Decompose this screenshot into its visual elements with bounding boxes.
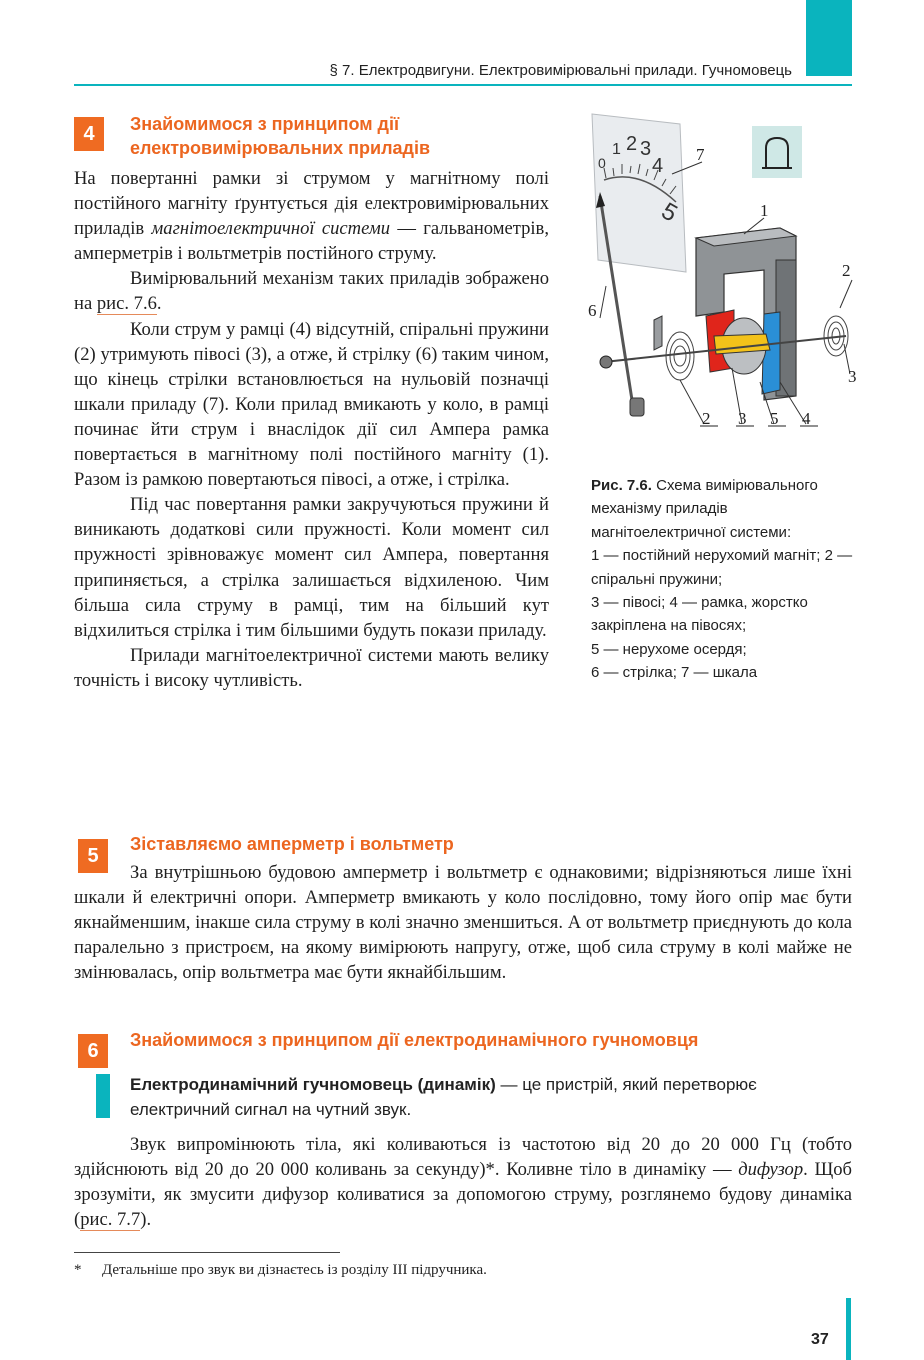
text-run: . [156,293,162,315]
scale-card [592,114,686,272]
text-run: Прилади магнітоелектричної системи мають велику точність і високу чутливість. [74,644,549,691]
callout-5: 5 [770,409,779,428]
text-run: Під час повертання рамки закручуються пружини й виникають додаткові сили пружності. Коли момент сил пружності зрівноважує момент сил Ампера, повертання припиняється, а стрілка залишається відхиленою. Чим більша сила струму в рамці, тим на більший кут відхилиться стрілка і тим більшими будуть покази приладу. [74,494,549,641]
text-run: Вимірювальний механізм таких приладів зображено на [74,268,549,315]
paragraph [74,166,549,266]
text-run: ). [140,1209,152,1231]
definition-body: — це пристрій, який перетворює електричний сигнал на чутний звук. [130,1075,757,1119]
paragraph [74,643,549,693]
callout-6: 6 [588,301,597,320]
paragraph [74,492,549,643]
footnote-mark: * [74,1262,82,1278]
caption-legend-line: 1 — постійний нерухомий магніт; 2 — спіральні пружини; [591,547,853,588]
page-number-bar [846,1298,851,1360]
scale-mark-5: 5 [656,197,682,228]
page-number: 37 [811,1331,829,1348]
caption-text: Схема вимірювального механізму приладів магнітоелектричної системи: [591,477,818,541]
text-run: . Щоб зрозуміти, як змусити дифузор коливатися за допомогою струму, розглянемо будову динаміка ( [74,1159,852,1231]
footnote-text: Детальніше про звук ви дізнаєтесь із розділу III підручника. [102,1262,487,1278]
scale-mark-2: 2 [626,133,638,155]
section-5-heading: Зіставляємо амперметр і вольтметр [130,834,454,854]
scale-mark-1: 1 [612,141,621,158]
top-color-tab [806,0,852,76]
text-run: — гальванометрів, амперметрів і вольтметрів постійного струму. [74,218,549,265]
section-5-body [74,860,852,985]
physics-magnet-icon [752,126,802,178]
section-4-heading-line1: Знайомимося з принципом дії [130,114,400,134]
paragraph [74,860,852,985]
section-4-heading-line2: електровимірювальних приладів [130,138,431,158]
caption-head [591,474,861,544]
definition-term: Електродинамічний гучномовець (динамік) [130,1075,496,1094]
text-run: На повертанні рамки зі струмом у магнітному полі постійного магніту ґрунтується дія електровимірювальних приладів [74,168,549,240]
section-6-heading: Знайомимося з принципом дії електродинамічного гучномовця [130,1030,699,1050]
figure-reference-link[interactable]: рис. 7.7 [80,1209,141,1231]
paragraph [74,317,549,493]
scale-mark-4: 4 [652,155,664,177]
definition-text [130,1072,854,1122]
spiral-spring-left [666,332,694,380]
galvanometer-mechanism-figure [584,110,864,450]
footnote-rule [74,1252,340,1253]
caption-legend-line: 5 — нерухоме осердя; [591,640,747,658]
text-run: Коли струм у рамці (4) відсутній, спіральні пружини (2) утримують півосі (3), а отже, й стрілку (6) таким чином, що кінець стрілки встановлюється на нульовій позначці шкали приладу (7). Коли прилад вмикають у коло, в рамці починає йти струм і внаслідок дії сил Ампера рамка повертається в магнітному полі постійного магніту (1). Разом із рамкою повертаються півосі, а отже, і стрілка. [74,318,549,491]
scale-mark-0: 0 [598,155,606,171]
section-4-heading [130,112,430,160]
figure-caption [591,474,861,685]
text-run: Звук випромінюють тіла, які коливаються із частотою від 20 до 20 000 Гц (тобто здійснюють від 20 до 20 000 коливань за секунду)*. Коливне тіло в динаміку — [74,1134,852,1181]
section-number-5: 5 [78,839,108,873]
callout-2-left: 2 [702,409,711,428]
spiral-spring-right [824,316,848,356]
callout-2-right: 2 [842,261,851,280]
paragraph [74,266,549,316]
text-run: За внутрішньою будовою амперметр і вольтметр є однаковими; відрізняються лише їхні шкали й електричні опори. Амперметр вмикають у коло послідовно, тому його опір має бути якнайменшим, інакше сила струму в колі значно зменшиться. А от вольтметр приєднують до кола паралельно з пристроєм, на якому вимірюють напругу, отже, щоб сила струму в колі майже не змінювалась, опір вольтметра має бути якнайбільшим. [74,862,852,984]
definition-bar [96,1074,110,1118]
emphasis-term: магнітоелектричної системи [151,218,391,240]
section-4-body [74,166,549,693]
paragraph [74,1132,852,1232]
section-number-4: 4 [74,117,104,151]
section-number-6: 6 [78,1034,108,1068]
callout-3-left: 3 [738,409,747,428]
scale-mark-3: 3 [640,138,652,160]
header-rule [74,84,852,86]
section-6-body [74,1132,852,1232]
callout-1: 1 [760,201,769,220]
callout-7: 7 [696,145,705,164]
caption-legend-line: 3 — півосі; 4 — рамка, жорстко закріплена на півосях; [591,594,808,635]
running-header: § 7. Електродвигуни. Електровимірювальні прилади. Гучномовець [329,62,792,79]
caption-label: Рис. 7.6. [591,477,652,494]
caption-legend-line: 6 — стрілка; 7 — шкала [591,664,758,682]
callout-4: 4 [802,409,811,428]
emphasis-term: дифузор [738,1159,804,1181]
callout-3-right: 3 [848,367,857,386]
figure-reference-link[interactable]: рис. 7.6 [96,293,157,315]
footnote [74,1262,487,1279]
